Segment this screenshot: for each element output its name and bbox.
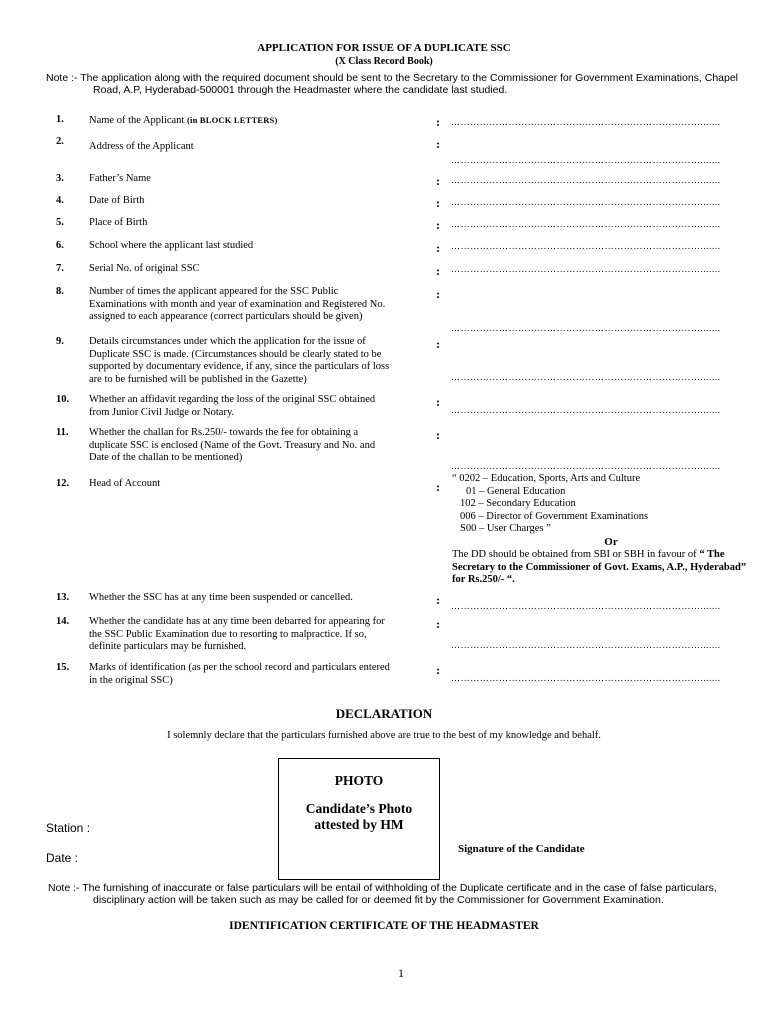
submission-note-line1: Note :- The application along with the required document should be sent to the Secretary to the Commissioner for Government Examinations, Chapel (46, 72, 739, 84)
account-line: “ 0202 – Education, Sports, Arts and Culture (452, 473, 641, 484)
footer-note-line2: disciplinary action will be taken such as may be called for or deemed fit by the Commissioner for Government Examination. (93, 894, 664, 906)
circumstances-blank[interactable]: ……………………………………………………………………....... (451, 372, 721, 382)
account-line: S00 – User Charges ” (460, 523, 551, 534)
page-number: 1 (398, 966, 404, 980)
date-of-birth-blank[interactable]: ……………………………………………………………………....... (451, 197, 721, 207)
field-colon: : (436, 617, 440, 631)
fathers-name-blank[interactable]: ……………………………………………………………………....... (451, 175, 721, 185)
field-colon: : (436, 218, 440, 232)
place-of-birth-blank[interactable]: ……………………………………………………………………....... (451, 219, 721, 229)
field-number: 10. (56, 394, 70, 405)
field-label: Place of Birth (89, 217, 148, 228)
field-number: 5. (56, 217, 64, 228)
field-number: 15. (56, 662, 70, 673)
field-number: 12. (56, 478, 70, 489)
debarred-blank[interactable]: ……………………………………………………………………....... (451, 640, 721, 650)
signature-label: Signature of the Candidate (458, 843, 585, 855)
field-label: Whether the candidate has at any time been debarred for appearing for the SSC Public Examination due to resorting to malpractice. If so, definite particulars may be furnished. (89, 616, 385, 652)
applicant-name-blank[interactable]: ……………………………………………………………………....... (451, 117, 721, 127)
identification-marks-blank[interactable]: ……………………………………………………………………....... (451, 673, 721, 683)
field-number: 1. (56, 114, 64, 125)
dd-instruction: The DD should be obtained from SBI or SBH in favour of “ The Secretary to the Commissioner of Govt. Exams, A.P., Hyderabad” for Rs.250/- “. (452, 549, 747, 585)
field-colon: : (436, 593, 440, 607)
form-subtitle: (X Class Record Book) (335, 56, 433, 67)
serial-number-blank[interactable]: ……………………………………………………………………....... (451, 264, 721, 274)
affidavit-blank[interactable]: ……………………………………………………………………....... (451, 405, 721, 415)
field-number: 6. (56, 240, 64, 251)
field-colon: : (436, 174, 440, 188)
last-school-blank[interactable]: ……………………………………………………………………....... (451, 241, 721, 251)
field-number: 11. (56, 427, 69, 438)
station-label: Station : (46, 821, 91, 835)
photo-box (278, 758, 440, 880)
address-blank[interactable]: ……………………………………………………………………....... (451, 155, 721, 165)
appearances-blank[interactable]: ……………………………………………………………………....... (451, 323, 721, 333)
field-colon: : (436, 115, 440, 129)
field-number: 2. (56, 136, 64, 147)
head-of-account-details (452, 473, 758, 587)
photo-attestation: attested by HM (314, 817, 404, 832)
field-label: Whether the SSC has at any time been suspended or cancelled. (89, 592, 353, 603)
field-colon: : (436, 264, 440, 278)
field-label: Serial No. of original SSC (89, 263, 200, 274)
challan-blank[interactable]: ……………………………………………………………………....... (451, 461, 721, 471)
headmaster-certificate-heading: IDENTIFICATION CERTIFICATE OF THE HEADMASTER (229, 920, 539, 932)
field-label: Whether the challan for Rs.250/- towards the fee for obtaining a duplicate SSC is enclosed (Name of the Govt. Treasury and No. and Date of the challan to be mentioned) (89, 427, 376, 463)
field-label: Number of times the applicant appeared for the SSC Public Examinations with month and year of examination and Registered No. assigned to each appearance (correct particulars should be given) (89, 286, 386, 322)
field-number: 8. (56, 286, 64, 297)
submission-note-line2: Road, A.P, Hyderabad-500001 through the Headmaster where the candidate last studied. (93, 84, 508, 96)
field-number: 13. (56, 592, 70, 603)
field-label: Details circumstances under which the application for the issue of Duplicate SSC is made. (Circumstances should be clearly stated to be supported by documentary evidence, if any, since the particulars of loss are to be furnished will be published in the Gazette) (89, 336, 390, 385)
field-number: 14. (56, 616, 70, 627)
account-line: 006 – Director of Government Examinations (460, 510, 649, 522)
field-colon: : (436, 395, 440, 409)
field-label: Date of Birth (89, 195, 145, 206)
field-label: Address of the Applicant (89, 141, 194, 152)
field-colon: : (436, 480, 440, 494)
photo-title: PHOTO (334, 773, 384, 788)
field-colon: : (436, 337, 440, 351)
suspended-blank[interactable]: ……………………………………………………………………....... (451, 601, 721, 611)
field-colon: : (436, 241, 440, 255)
field-number: 7. (56, 263, 64, 274)
field-label: Head of Account (89, 478, 161, 489)
field-number: 9. (56, 336, 64, 347)
field-label: School where the applicant last studied (89, 240, 254, 251)
declaration-text: I solemnly declare that the particulars furnished above are true to the best of my knowledge and behalf. (167, 730, 601, 741)
account-line: 01 – General Education (466, 485, 566, 497)
photo-instruction: Candidate’s Photo (305, 801, 413, 816)
date-label: Date : (46, 851, 79, 865)
field-label: Whether an affidavit regarding the loss of the original SSC obtained from Junior Civil Judge or Notary. (89, 394, 376, 418)
form-title: APPLICATION FOR ISSUE OF A DUPLICATE SSC (257, 42, 511, 54)
or-separator: Or (604, 535, 618, 548)
field-colon: : (436, 663, 440, 677)
footer-note-line1: Note :- The furnishing of inaccurate or false particulars will be entail of withholding of the Duplicate certificate and in the case of false particulars, (48, 882, 717, 894)
field-label: Name of the Applicant (in BLOCK LETTERS) (89, 115, 278, 126)
field-colon: : (436, 137, 440, 151)
declaration-heading: DECLARATION (335, 706, 433, 721)
field-colon: : (436, 196, 440, 210)
field-label: Marks of identification (as per the school record and particulars entered in the original SSC) (89, 662, 390, 686)
field-colon: : (436, 428, 440, 442)
field-colon: : (436, 287, 440, 301)
field-label: Father’s Name (89, 173, 151, 184)
account-line: 102 – Secondary Education (460, 498, 576, 509)
field-number: 4. (56, 195, 64, 206)
field-number: 3. (56, 173, 64, 184)
